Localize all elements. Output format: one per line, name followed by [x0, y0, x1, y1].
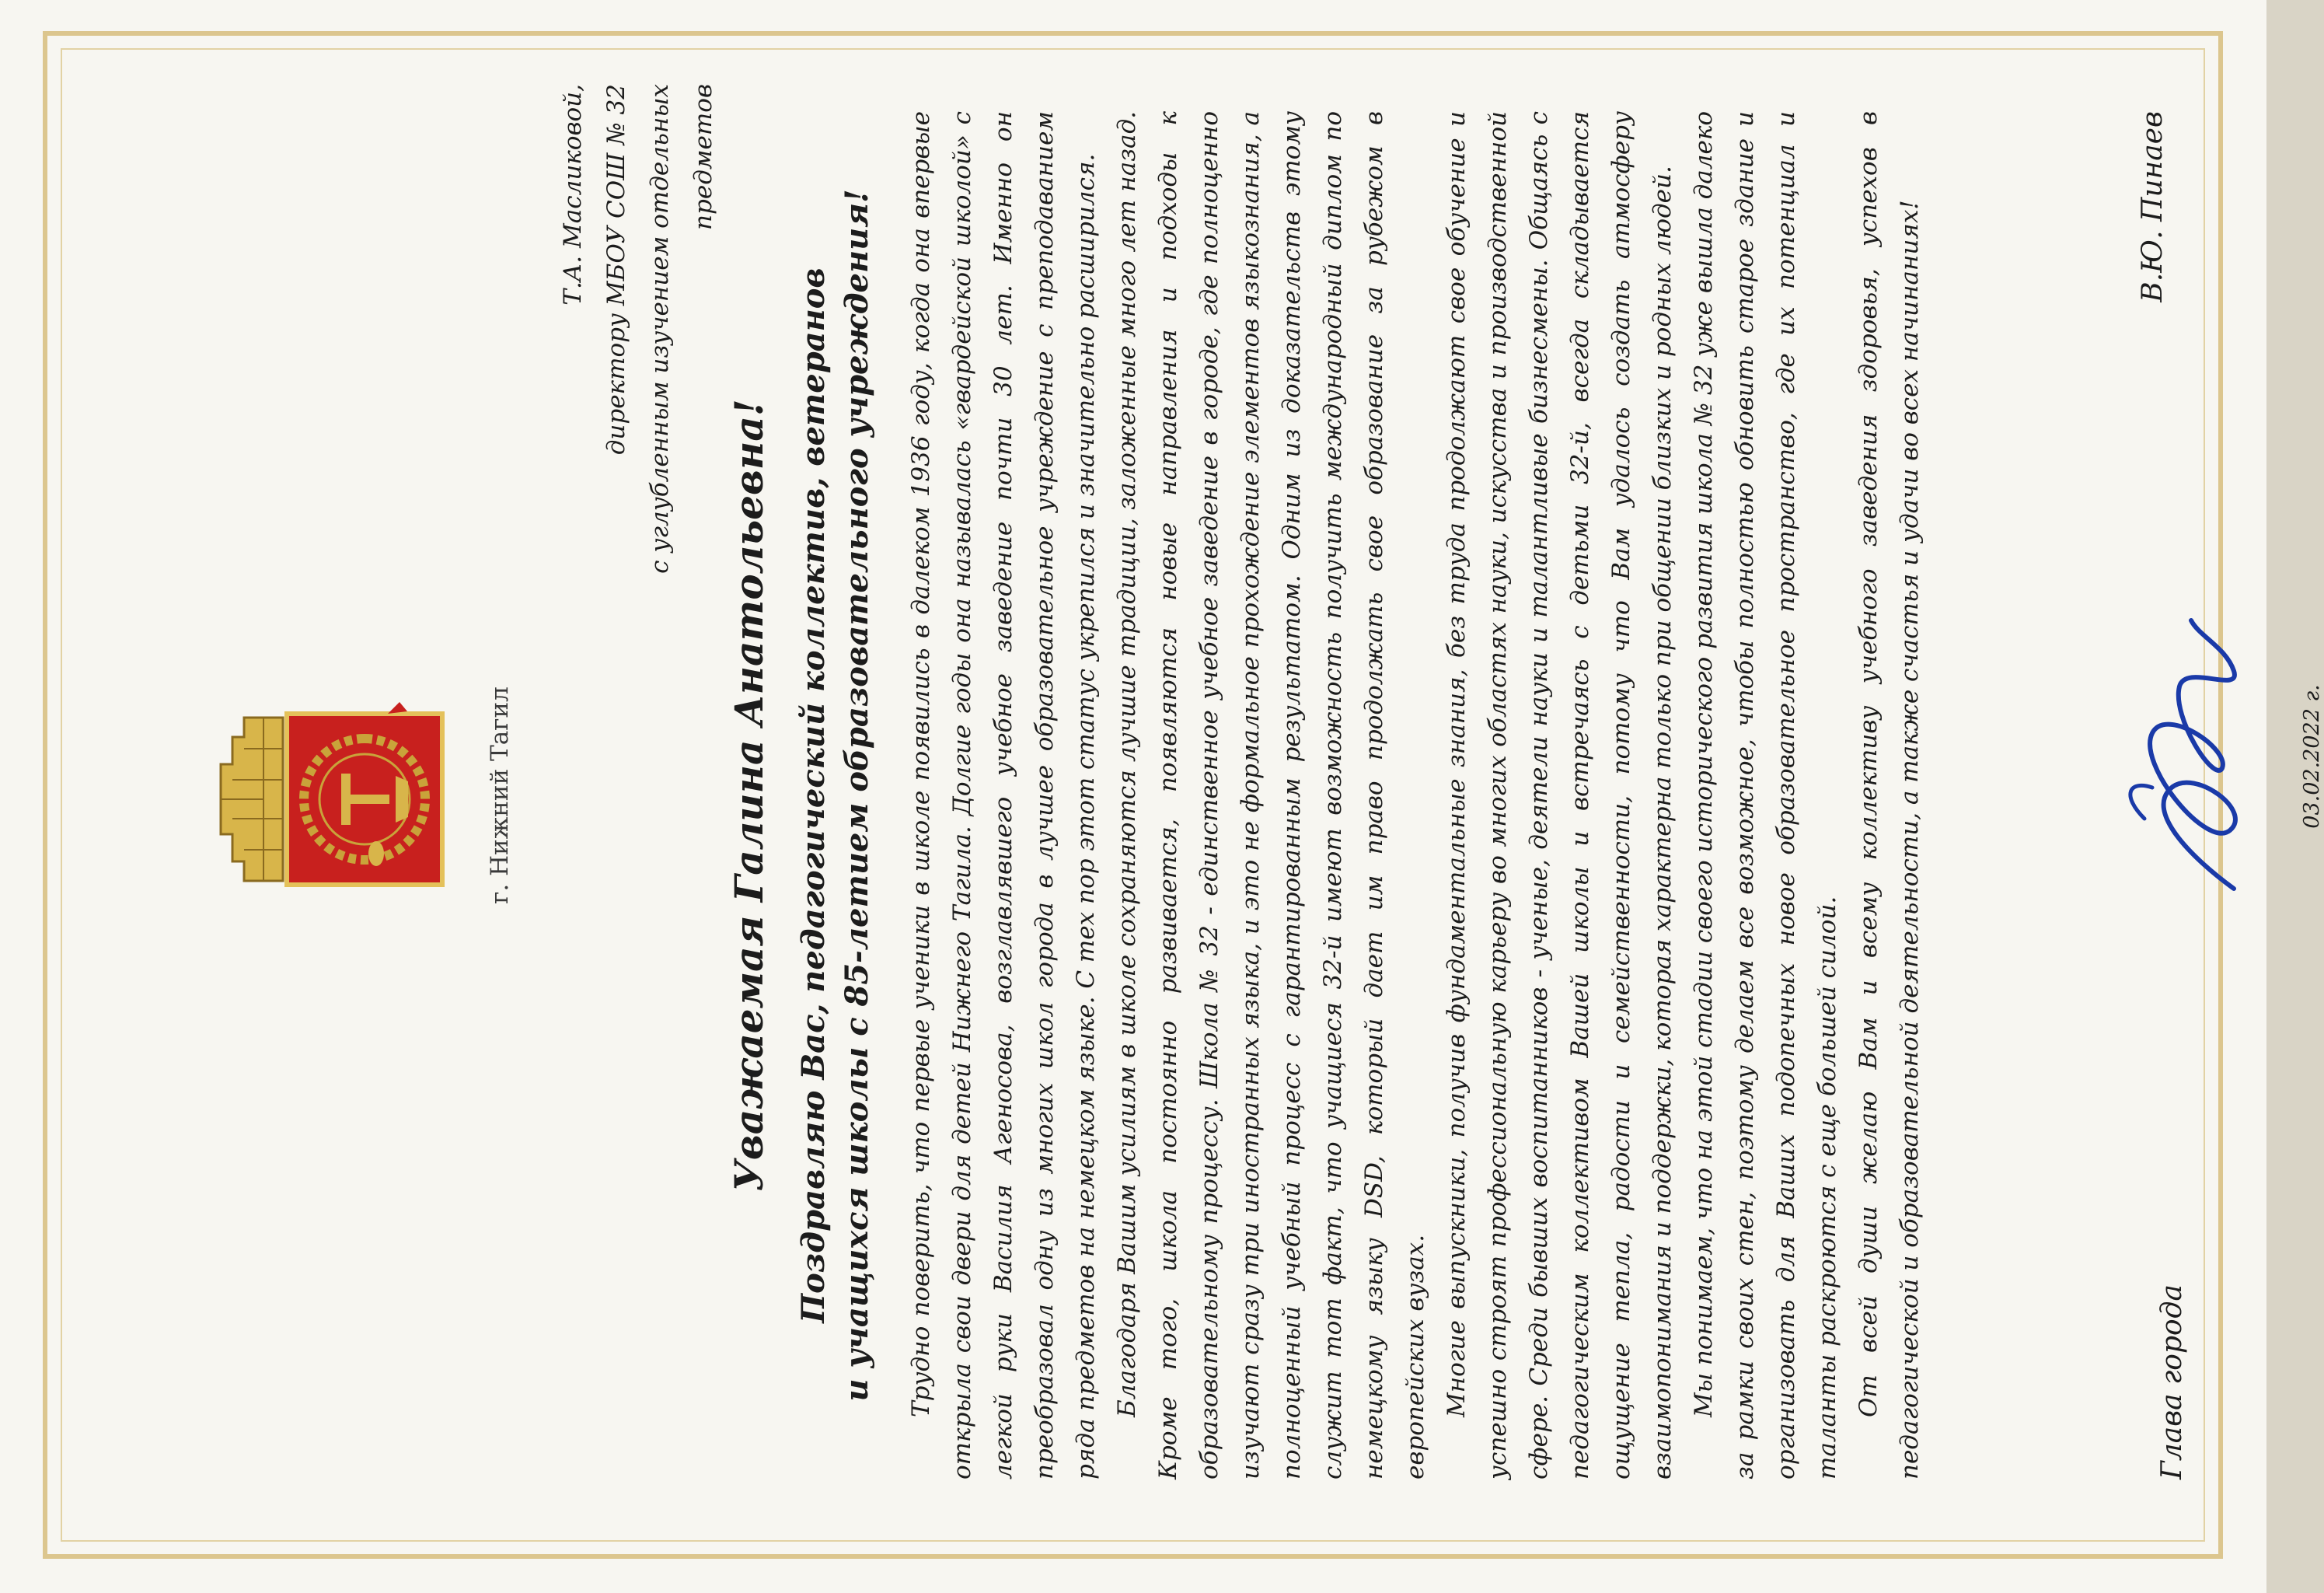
letter-body — [901, 111, 1931, 1479]
subtitle-line-1: Поздравляю Вас, педагогический коллектив, ветеранов — [795, 267, 832, 1323]
coat-of-arms-graphic — [209, 702, 466, 896]
body-paragraph: Многие выпускники, получив фундаментальные знания, без труда продолжают свое обучение и успешно строят профессиональную карьеру во многих областях науки, искусства и производственной сфере. Среди бывших воспитанников - ученые, деятели науки и талантливые бизнесмены. Общаясь с педагогическим коллективом Вашей школы и встречаясь с детьми 32-й, всегда складывается ощущение тепла, радости и семейственности, потому что Вам удалось создать атмосферу взаимопонимания и поддержки, которая характерна только при общении близких и родных людей. — [1443, 111, 1677, 1479]
congratulation-subtitle — [792, 111, 879, 1479]
letter-content — [61, 48, 2324, 1542]
signer-position: Глава города — [2156, 1284, 2188, 1479]
body-paragraph: Трудно поверить, что первые ученики в школе появились в далеком 1936 году, когда она впервые открыла свои двери для детей Нижнего Тагила. Долгие годы она называлась «гвардейской школой» с легкой руки Василия Агеносова, возглавлявшего учебное заведение почти 30 лет. Именно он преобразовал одну из многих школ города в лучшее образовательное учреждение с преподаванием ряда предметов на немецком языке. С тех пор этот статус укрепился и значительно расширился. — [907, 111, 1100, 1479]
handwritten-signature — [2098, 609, 2292, 904]
body-paragraph: Благодаря Вашим усилиям в школе сохраняются лучшие традиции, заложенные много лет назад. Кроме того, школа постоянно развивается, появляются новые направления и подходы к образовательному процессу. Школа № 32 - единственное учебное заведение в городе, где полноценно изучают сразу три иностранных языка, и это не формальное прохождение элементов языкознания, а полноценный учебный процесс с гарантированным результатом. Одним из доказательств этому служит тот факт, что учащиеся 32-й имеют возможность получить международный диплом по немецкому языку DSD, который дает им право продолжать свое образование за рубежом в европейских вузах. — [1113, 111, 1429, 1479]
addressee-position: директору МБОУ СОШ № 32 — [602, 84, 630, 456]
city-caption: г. Нижний Тагил — [486, 686, 514, 904]
addressee-block — [551, 84, 725, 721]
signature-graphic — [2098, 609, 2292, 904]
addressee-name: Т.А. Масликовой, — [559, 84, 587, 306]
addressee-school: с углубленным изучением отдельных предметов — [646, 84, 717, 574]
salutation-heading: Уважаемая Галина Анатольевна! — [726, 399, 772, 1192]
signer-name: В.Ю. Пинаев — [2137, 111, 2169, 302]
subtitle-line-2: и учащихся школы с 85-летием образовательного учреждения! — [839, 189, 875, 1402]
body-paragraph: Мы понимаем, что на этой стадии своего исторического развития школа № 32 уже вышла далеко за рамки своих стен, поэтому делаем все возможное, чтобы полностью обновить старое здание и организовать для Ваших подопечных новое образовательное пространство, где их потенциал и таланты раскроются с еще большей силой. — [1690, 111, 1841, 1479]
letter-date: 03.02.2022 г. — [2300, 684, 2324, 829]
body-paragraph: От всей души желаю Вам и всему коллективу учебного заведения здоровья, успехов в педагогической и образовательной деятельности, а также счастья и удачи во всех начинаниях! — [1855, 111, 1924, 1479]
city-coat-of-arms-icon — [209, 702, 466, 896]
